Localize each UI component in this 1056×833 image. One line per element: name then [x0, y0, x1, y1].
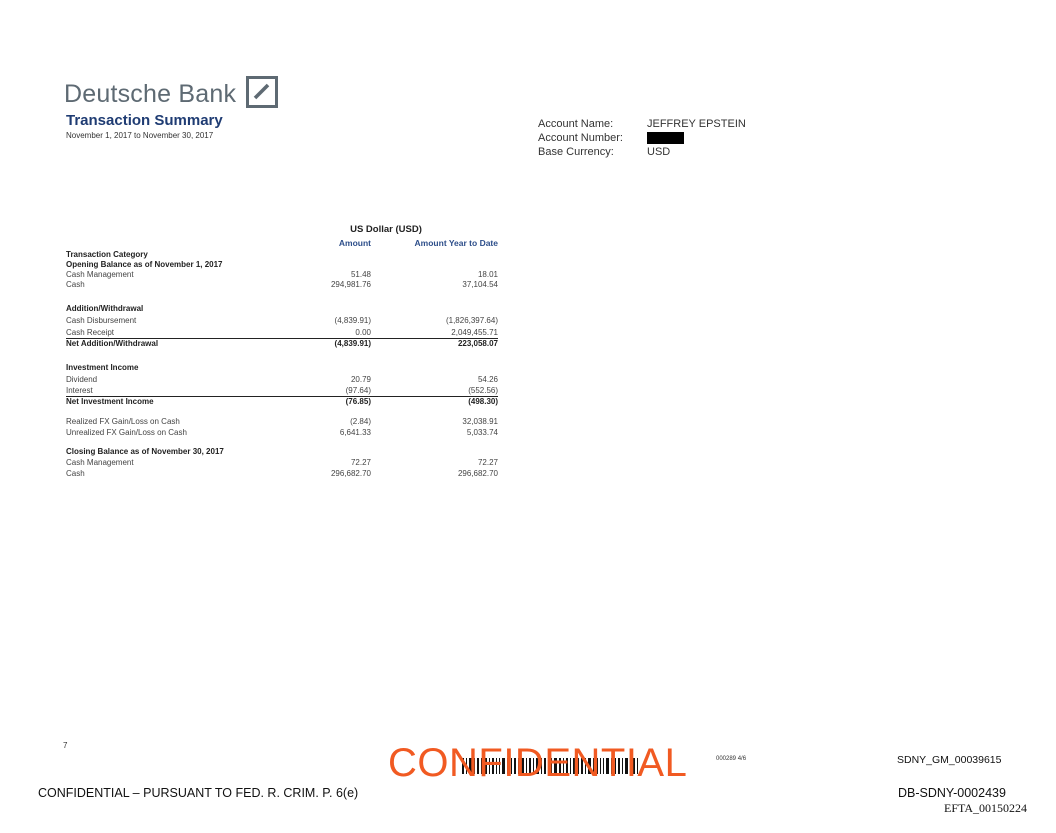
account-name-value: JEFFREY EPSTEIN	[647, 118, 746, 130]
document-title: Transaction Summary	[66, 112, 223, 129]
table-row	[66, 428, 498, 438]
row-label: Cash Management	[66, 458, 134, 467]
row-ytd: 32,038.91	[462, 417, 498, 426]
investment-label: Investment Income	[66, 363, 139, 372]
addition-label: Addition/Withdrawal	[66, 304, 144, 313]
row-ytd: 72.27	[477, 458, 498, 467]
row-ytd: (552.56)	[468, 386, 498, 395]
net-ytd: 223,058.07	[457, 339, 498, 348]
row-ytd: 54.26	[477, 375, 498, 384]
statement-period: November 1, 2017 to November 30, 2017	[66, 131, 214, 140]
row-amount: 20.79	[350, 375, 371, 384]
section-heading-investment	[66, 363, 498, 373]
table-row	[66, 375, 498, 385]
table-row	[66, 316, 498, 326]
table-row	[66, 386, 498, 396]
bank-name: Deutsche Bank	[64, 80, 237, 108]
section-heading-opening	[66, 260, 498, 270]
account-name-label: Account Name:	[538, 118, 614, 130]
row-amount: 296,682.70	[330, 469, 371, 478]
page-number: 7	[63, 741, 68, 750]
row-ytd: 5,033.74	[466, 428, 498, 437]
row-label: Cash Receipt	[66, 328, 115, 337]
section-heading-addition	[66, 304, 498, 314]
row-label: Dividend	[66, 375, 98, 384]
row-label: Realized FX Gain/Loss on Cash	[66, 417, 180, 426]
table-row	[66, 469, 498, 479]
bates-number-gm: SDNY_GM_00039615	[897, 754, 1002, 766]
row-amount: (2.84)	[350, 417, 371, 426]
row-ytd: 2,049,455.71	[451, 328, 498, 337]
row-label: Interest	[66, 386, 93, 395]
confidential-stamp: CONFIDENTIAL	[388, 741, 688, 785]
bates-number-db: DB-SDNY-0002439	[898, 786, 1006, 800]
row-amount: 0.00	[355, 328, 371, 337]
row-label: Cash Management	[66, 270, 134, 279]
table-row	[66, 270, 498, 280]
redaction-box	[647, 132, 684, 144]
opening-label: Opening Balance as of November 1, 2017	[66, 260, 223, 269]
row-label: Unrealized FX Gain/Loss on Cash	[66, 428, 187, 437]
row-ytd: 296,682.70	[457, 469, 498, 478]
table-row	[66, 417, 498, 427]
table-row	[66, 280, 498, 290]
account-info	[538, 117, 746, 159]
row-label: Cash	[66, 469, 85, 478]
row-amount: 72.27	[350, 458, 371, 467]
base-currency-label: Base Currency:	[538, 146, 614, 158]
row-label: Cash Disbursement	[66, 316, 137, 325]
row-amount: 51.48	[350, 270, 371, 279]
base-currency-value: USD	[647, 146, 671, 158]
section-heading-closing	[66, 447, 498, 457]
net-amount: (76.85)	[345, 397, 371, 406]
row-ytd: 18.01	[477, 270, 498, 279]
confidentiality-legend: CONFIDENTIAL – PURSUANT TO FED. R. CRIM. P. 6(e)	[38, 786, 359, 800]
net-row	[66, 339, 498, 349]
document-code: 000289 4/6	[716, 756, 747, 762]
table-row	[66, 328, 498, 338]
closing-label: Closing Balance as of November 30, 2017	[66, 447, 224, 456]
net-label: Net Addition/Withdrawal	[66, 339, 159, 348]
efta-number: EFTA_00150224	[944, 801, 1028, 815]
account-number-label: Account Number:	[538, 132, 623, 144]
bank-logo	[64, 76, 278, 108]
category-header	[66, 250, 498, 260]
row-label: Cash	[66, 280, 85, 289]
table-row	[66, 458, 498, 468]
row-ytd: 37,104.54	[462, 280, 498, 289]
net-row	[66, 397, 498, 407]
row-amount: (4,839.91)	[334, 316, 371, 325]
row-amount: 6,641.33	[339, 428, 371, 437]
row-ytd: (1,826,397.64)	[445, 316, 498, 325]
category-header-label: Transaction Category	[66, 250, 148, 259]
deutsche-bank-slash-icon	[246, 76, 278, 108]
row-amount: 294,981.76	[330, 280, 371, 289]
currency-header: US Dollar (USD)	[350, 224, 422, 235]
row-amount: (97.64)	[345, 386, 371, 395]
net-amount: (4,839.91)	[334, 339, 371, 348]
ytd-column-header: Amount Year to Date	[414, 238, 498, 248]
net-ytd: (498.30)	[468, 397, 498, 406]
amount-column-header: Amount	[338, 238, 371, 248]
net-label: Net Investment Income	[66, 397, 154, 406]
